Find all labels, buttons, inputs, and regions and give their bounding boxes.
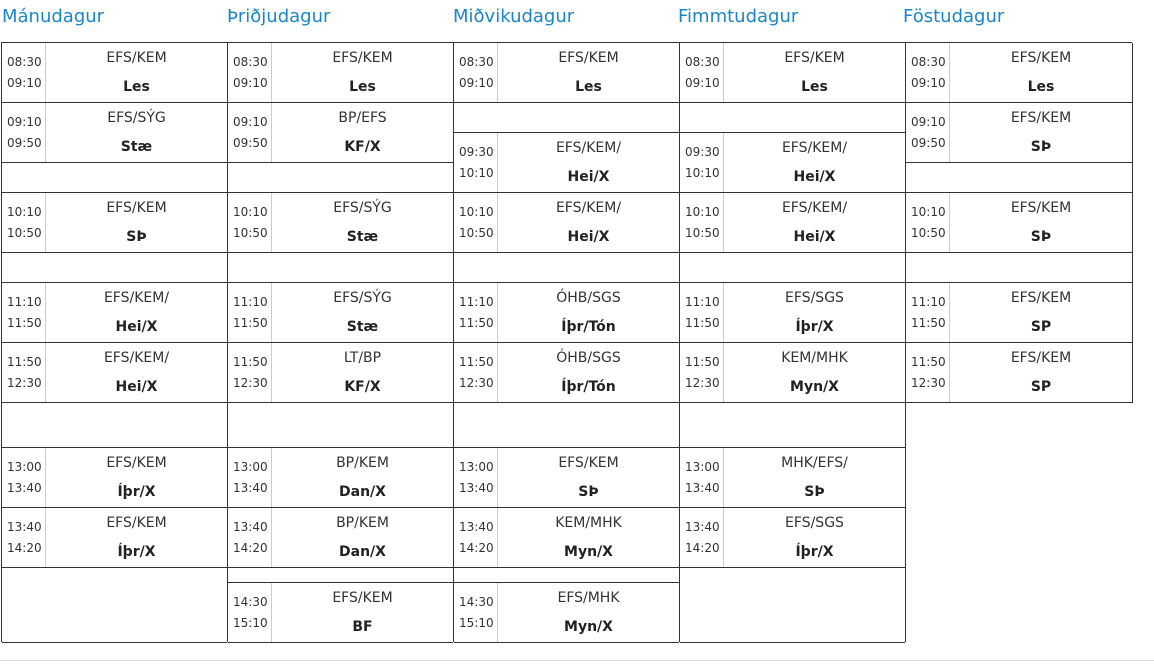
lesson-times — [680, 343, 724, 402]
lesson-start-time: 09:10 — [7, 115, 42, 129]
lesson-end-time: 10:50 — [233, 226, 268, 240]
lesson-end-time: 15:10 — [459, 616, 494, 630]
day-column-thursday — [679, 42, 905, 642]
lesson-end-time: 14:20 — [685, 541, 720, 555]
lesson-times — [454, 43, 498, 102]
lesson-subject: BF — [352, 619, 373, 635]
lesson-start-time: 08:30 — [233, 55, 268, 69]
lesson-start-time: 13:40 — [685, 520, 720, 534]
lesson-times — [454, 193, 498, 252]
lesson-start-time: 14:30 — [459, 595, 494, 609]
lesson-cell-tuesday — [228, 283, 453, 343]
lesson-end-time: 09:10 — [233, 76, 268, 90]
lesson-times — [454, 508, 498, 567]
lesson-end-time: 11:50 — [459, 316, 494, 330]
lesson-cell-wednesday — [454, 508, 679, 568]
lesson-cell-monday — [2, 343, 227, 403]
lesson-subject: SÞ — [1030, 139, 1052, 155]
lesson-times — [680, 283, 724, 342]
lesson-end-time: 10:50 — [685, 226, 720, 240]
lesson-start-time: 08:30 — [685, 55, 720, 69]
lesson-end-time: 12:30 — [7, 376, 42, 390]
lesson-start-time: 13:00 — [685, 460, 720, 474]
lesson-times — [228, 193, 272, 252]
lesson-start-time: 10:10 — [459, 205, 494, 219]
lesson-cell-wednesday — [454, 283, 679, 343]
lesson-cell-friday — [906, 343, 1132, 403]
lesson-subject: Íþr/X — [795, 319, 834, 335]
lesson-teachers: EFS/SÝG — [333, 290, 392, 306]
lesson-teachers: EFS/SÝG — [107, 110, 166, 126]
lesson-teachers: EFS/KEM — [106, 200, 167, 216]
lesson-times — [454, 343, 498, 402]
lesson-teachers: EFS/SGS — [785, 515, 844, 531]
empty-slot — [228, 163, 453, 193]
lesson-cell-tuesday — [228, 583, 453, 643]
lesson-subject: Les — [123, 79, 150, 95]
lesson-times — [906, 103, 950, 162]
lesson-teachers: EFS/KEM/ — [555, 140, 622, 156]
lesson-start-time: 11:50 — [233, 355, 268, 369]
lesson-times — [228, 283, 272, 342]
lesson-cell-wednesday — [454, 448, 679, 508]
lesson-subject: Les — [349, 79, 376, 95]
lesson-start-time: 11:10 — [233, 295, 268, 309]
day-column-friday — [905, 42, 1132, 642]
lesson-teachers: EFS/KEM — [784, 50, 845, 66]
lesson-start-time: 13:00 — [7, 460, 42, 474]
lesson-end-time: 13:40 — [7, 481, 42, 495]
lesson-teachers: KEM/MHK — [781, 350, 848, 366]
lesson-teachers: BP/KEM — [336, 455, 389, 471]
lesson-teachers: EFS/KEM — [106, 455, 167, 471]
lesson-times — [680, 448, 724, 507]
lesson-cell-thursday — [680, 283, 905, 343]
day-column-tuesday — [227, 42, 453, 642]
lesson-cell-tuesday — [228, 193, 453, 253]
empty-slot — [2, 163, 227, 193]
lesson-subject: Stæ — [346, 229, 379, 245]
lesson-cell-friday — [906, 193, 1132, 253]
lesson-end-time: 12:30 — [911, 376, 946, 390]
lesson-start-time: 11:50 — [685, 355, 720, 369]
lesson-cell-tuesday — [228, 103, 453, 163]
lesson-subject: SP — [1030, 379, 1052, 395]
lesson-cell-thursday — [680, 448, 905, 508]
lesson-start-time: 10:10 — [7, 205, 42, 219]
lesson-end-time: 12:30 — [233, 376, 268, 390]
lesson-subject: Les — [1027, 79, 1055, 95]
lesson-subject: SÞ — [126, 229, 147, 245]
friday-right-edge — [1132, 43, 1133, 403]
lesson-teachers: EFS/KEM — [332, 50, 393, 66]
lesson-end-time: 10:10 — [459, 166, 494, 180]
lesson-cell-thursday — [680, 343, 905, 403]
lesson-subject: Myn/X — [564, 619, 613, 635]
lesson-times — [454, 448, 498, 507]
lesson-end-time: 13:40 — [233, 481, 268, 495]
lesson-subject: Myn/X — [564, 544, 613, 560]
lesson-teachers: LT/BP — [343, 350, 382, 366]
lesson-cell-wednesday — [454, 583, 679, 643]
lesson-start-time: 13:00 — [233, 460, 268, 474]
lesson-start-time: 11:10 — [7, 295, 42, 309]
lesson-cell-wednesday — [454, 133, 679, 193]
lesson-times — [680, 133, 724, 192]
lesson-cell-thursday — [680, 43, 905, 103]
lesson-subject: Dan/X — [339, 544, 386, 560]
lesson-times — [454, 133, 498, 192]
lesson-subject: Íþr/X — [795, 544, 834, 560]
lesson-times — [906, 193, 950, 252]
lesson-times — [2, 508, 46, 567]
lesson-times — [680, 43, 724, 102]
lesson-subject: Hei/X — [793, 229, 836, 245]
lesson-teachers: EFS/KEM — [558, 50, 619, 66]
day-column-wednesday — [453, 42, 679, 642]
lesson-start-time: 13:40 — [459, 520, 494, 534]
empty-slot — [680, 568, 905, 643]
empty-slot — [680, 403, 905, 448]
lesson-times — [228, 448, 272, 507]
lesson-start-time: 11:50 — [911, 355, 946, 369]
empty-slot — [454, 403, 679, 448]
lesson-start-time: 09:30 — [459, 145, 494, 159]
lesson-cell-friday — [906, 43, 1132, 103]
lesson-end-time: 10:50 — [911, 226, 946, 240]
lesson-subject: Hei/X — [115, 379, 158, 395]
lesson-teachers: EFS/KEM/ — [103, 290, 170, 306]
empty-slot — [454, 568, 679, 583]
empty-slot — [228, 568, 453, 583]
lesson-times — [2, 283, 46, 342]
lesson-end-time: 09:10 — [911, 76, 946, 90]
lesson-cell-monday — [2, 43, 227, 103]
lesson-times — [2, 103, 46, 162]
lesson-cell-tuesday — [228, 508, 453, 568]
footer-divider — [0, 660, 1154, 661]
lesson-cell-monday — [2, 508, 227, 568]
lesson-subject: Dan/X — [339, 484, 386, 500]
lesson-cell-thursday — [680, 193, 905, 253]
lesson-start-time: 10:10 — [911, 205, 946, 219]
lesson-teachers: MHK/EFS/ — [781, 455, 848, 471]
lesson-end-time: 11:50 — [233, 316, 268, 330]
lesson-teachers: EFS/KEM/ — [555, 200, 622, 216]
lesson-teachers: BP/EFS — [338, 110, 387, 126]
lesson-teachers: ÓHB/SGS — [556, 290, 621, 306]
lesson-end-time: 11:50 — [685, 316, 720, 330]
lesson-times — [228, 103, 272, 162]
lesson-times — [906, 343, 950, 402]
empty-slot — [906, 403, 1132, 643]
lesson-start-time: 09:10 — [911, 115, 946, 129]
empty-slot — [228, 403, 453, 448]
lesson-teachers: KEM/MHK — [555, 515, 622, 531]
empty-slot — [2, 253, 227, 283]
lesson-teachers: EFS/KEM — [1010, 290, 1072, 306]
lesson-teachers: EFS/KEM — [1010, 350, 1072, 366]
lesson-end-time: 13:40 — [459, 481, 494, 495]
lesson-end-time: 13:40 — [685, 481, 720, 495]
lesson-end-time: 15:10 — [233, 616, 268, 630]
lesson-times — [680, 508, 724, 567]
lesson-cell-tuesday — [228, 343, 453, 403]
lesson-subject: Hei/X — [567, 169, 610, 185]
lesson-teachers: ÓHB/SGS — [556, 350, 621, 366]
lesson-times — [906, 283, 950, 342]
lesson-cell-wednesday — [454, 193, 679, 253]
lesson-teachers: EFS/KEM — [332, 590, 393, 606]
lesson-times — [228, 583, 272, 642]
empty-slot — [454, 253, 679, 283]
lesson-subject: SÞ — [1030, 229, 1052, 245]
lesson-teachers: EFS/SGS — [785, 290, 844, 306]
lesson-subject: Íþr/Tón — [561, 319, 616, 335]
lesson-teachers: EFS/KEM — [1010, 200, 1072, 216]
lesson-subject: Stæ — [346, 319, 379, 335]
lesson-start-time: 14:30 — [233, 595, 268, 609]
lesson-subject: Les — [575, 79, 602, 95]
lesson-subject: Hei/X — [793, 169, 836, 185]
lesson-times — [2, 448, 46, 507]
lesson-teachers: EFS/KEM — [1010, 50, 1072, 66]
lesson-subject: Íþr/X — [117, 484, 156, 500]
lesson-subject: Íþr/Tón — [561, 379, 616, 395]
lesson-end-time: 10:50 — [459, 226, 494, 240]
lesson-times — [228, 508, 272, 567]
lesson-end-time: 09:50 — [911, 136, 946, 150]
lesson-teachers: EFS/KEM/ — [781, 140, 848, 156]
lesson-subject: Les — [801, 79, 828, 95]
empty-slot — [228, 253, 453, 283]
lesson-cell-monday — [2, 193, 227, 253]
lesson-times — [454, 283, 498, 342]
lesson-cell-thursday — [680, 133, 905, 193]
lesson-subject: KF/X — [344, 379, 381, 395]
lesson-teachers: EFS/KEM — [558, 455, 619, 471]
lesson-subject: SÞ — [578, 484, 599, 500]
lesson-cell-monday — [2, 448, 227, 508]
lesson-end-time: 09:10 — [7, 76, 42, 90]
lesson-start-time: 09:30 — [685, 145, 720, 159]
lesson-cell-wednesday — [454, 343, 679, 403]
lesson-start-time: 11:10 — [911, 295, 946, 309]
lesson-times — [228, 43, 272, 102]
lesson-start-time: 10:10 — [233, 205, 268, 219]
lesson-cell-monday — [2, 103, 227, 163]
lesson-subject: Íþr/X — [117, 544, 156, 560]
day-column-monday — [1, 42, 227, 642]
lesson-cell-wednesday — [454, 43, 679, 103]
lesson-subject: Stæ — [120, 139, 153, 155]
lesson-start-time: 08:30 — [459, 55, 494, 69]
day-header-tuesday: Þriðjudagur — [227, 6, 331, 27]
lesson-times — [228, 343, 272, 402]
day-header-wednesday: Miðvikudagur — [453, 6, 575, 27]
lesson-end-time: 10:10 — [685, 166, 720, 180]
lesson-cell-tuesday — [228, 43, 453, 103]
lesson-start-time: 11:10 — [685, 295, 720, 309]
lesson-subject: KF/X — [344, 139, 381, 155]
lesson-times — [2, 43, 46, 102]
empty-slot — [906, 163, 1132, 193]
lesson-teachers: EFS/SÝG — [333, 200, 392, 216]
lesson-start-time: 08:30 — [911, 55, 946, 69]
lesson-end-time: 09:10 — [685, 76, 720, 90]
day-header-thursday: Fimmtudagur — [678, 6, 799, 27]
lesson-times — [2, 193, 46, 252]
lesson-cell-tuesday — [228, 448, 453, 508]
lesson-end-time: 11:50 — [7, 316, 42, 330]
empty-slot — [680, 253, 905, 283]
lesson-teachers: BP/KEM — [336, 515, 389, 531]
lesson-subject: SP — [1030, 319, 1052, 335]
lesson-end-time: 10:50 — [7, 226, 42, 240]
lesson-end-time: 09:10 — [459, 76, 494, 90]
lesson-subject: SÞ — [804, 484, 825, 500]
lesson-start-time: 11:10 — [459, 295, 494, 309]
lesson-teachers: EFS/KEM/ — [781, 200, 848, 216]
lesson-end-time: 11:50 — [911, 316, 946, 330]
lesson-end-time: 14:20 — [7, 541, 42, 555]
lesson-teachers: EFS/KEM — [1010, 110, 1072, 126]
lesson-cell-monday — [2, 283, 227, 343]
lesson-times — [906, 43, 950, 102]
lesson-end-time: 14:20 — [459, 541, 494, 555]
lesson-start-time: 13:40 — [7, 520, 42, 534]
lesson-start-time: 10:10 — [685, 205, 720, 219]
lesson-start-time: 11:50 — [7, 355, 42, 369]
lesson-cell-friday — [906, 283, 1132, 343]
day-header-friday: Föstudagur — [903, 6, 1005, 27]
lesson-teachers: EFS/MHK — [557, 590, 620, 606]
lesson-times — [680, 193, 724, 252]
lesson-teachers: EFS/KEM/ — [103, 350, 170, 366]
lesson-start-time: 09:10 — [233, 115, 268, 129]
lesson-subject: Hei/X — [567, 229, 610, 245]
lesson-subject: Hei/X — [115, 319, 158, 335]
lesson-teachers: EFS/KEM — [106, 515, 167, 531]
lesson-end-time: 09:50 — [7, 136, 42, 150]
lesson-subject: Myn/X — [790, 379, 839, 395]
day-header-monday: Mánudagur — [2, 6, 105, 27]
lesson-times — [454, 583, 498, 642]
lesson-teachers: EFS/KEM — [106, 50, 167, 66]
lesson-end-time: 14:20 — [233, 541, 268, 555]
lesson-cell-friday — [906, 103, 1132, 163]
lesson-end-time: 12:30 — [685, 376, 720, 390]
empty-slot — [2, 403, 227, 448]
lesson-end-time: 12:30 — [459, 376, 494, 390]
lesson-start-time: 11:50 — [459, 355, 494, 369]
empty-slot — [454, 103, 679, 133]
lesson-cell-thursday — [680, 508, 905, 568]
lesson-start-time: 08:30 — [7, 55, 42, 69]
empty-slot — [906, 253, 1132, 283]
lesson-start-time: 13:00 — [459, 460, 494, 474]
lesson-times — [2, 343, 46, 402]
lesson-start-time: 13:40 — [233, 520, 268, 534]
empty-slot — [2, 568, 227, 643]
empty-slot — [680, 103, 905, 133]
lesson-end-time: 09:50 — [233, 136, 268, 150]
